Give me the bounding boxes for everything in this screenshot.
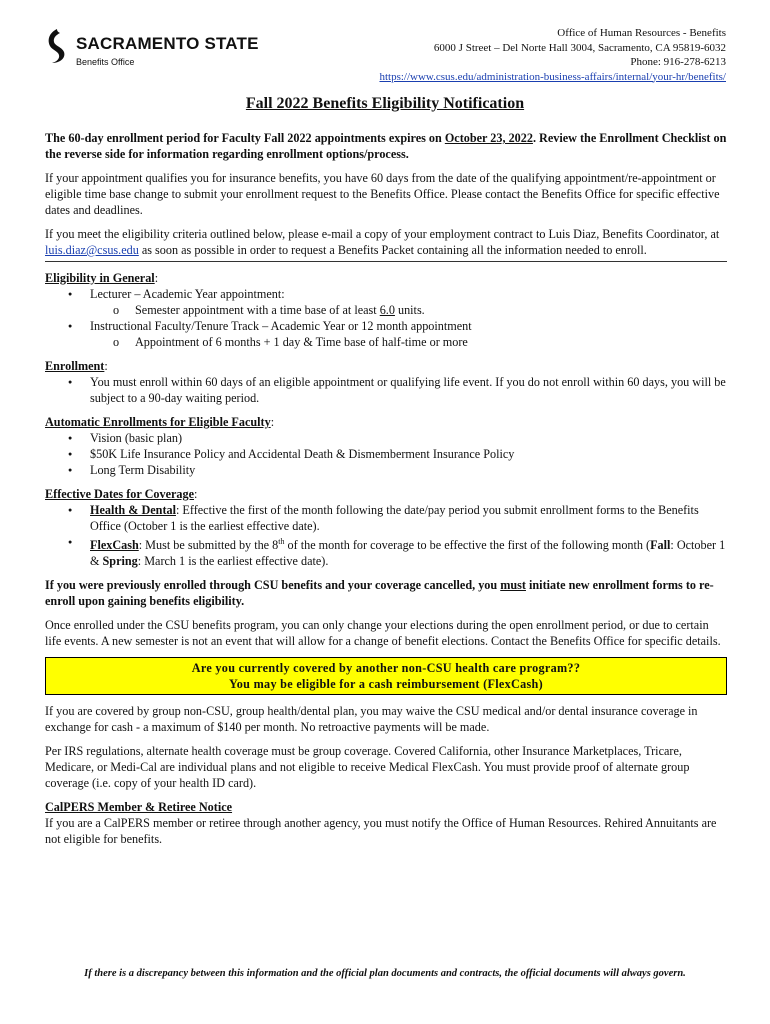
office-address: 6000 J Street – Del Norte Hall 3004, Sacramento, CA 95819-6032 [433, 41, 726, 54]
org-name: SACRAMENTO STATE [76, 34, 259, 53]
ordinal-suffix: th [278, 537, 285, 546]
eligibility-item-tenure: Instructional Faculty/Tenure Track – Academic Year or 12 month appointment [90, 319, 472, 333]
page-title: Fall 2022 Benefits Eligibility Notification [245, 95, 525, 112]
eligibility-section: Eligibility in General: ● Lecturer – Academic Year appointment: o Semester appointment with a time base of at least 6.0 units. ● Instructional Faculty/Tenure Track – Academic Year or 12 month appointment o Appointment of 6 months + 1 day & Time base of half-time or more [45, 270, 727, 350]
callout-line-1: Are you currently covered by another non-CSU health care program?? [191, 661, 581, 676]
deadline-text-b: . Review the Enrollment Checklist on the reverse side for information regarding enrollment options/process. [45, 131, 727, 161]
reenroll-notice [45, 577, 727, 609]
hornet-logo-icon [44, 28, 70, 64]
health-dental-text: : Effective the first of the month following the date/pay period you submit enrollment forms to the Benefits Office (October 1 is the earliest effective date). [90, 503, 699, 533]
automatic-enrollments-section: Automatic Enrollments for Eligible Faculty: ● Vision (basic plan) ● $50K Life Insurance Policy and Accidental Death & Dismemberment Insurance Policy ● Long Term Disability [45, 414, 727, 478]
callout-line-2: You may be eligible for a cash reimbursement (FlexCash) [229, 677, 543, 692]
list-item [90, 286, 727, 318]
must-emphasis: must [500, 578, 526, 593]
spring-label: Spring [102, 554, 138, 569]
once-enrolled-paragraph: Once enrolled under the CSU benefits program, you can only change your elections during the open enrollment period, or due to certain life events. A new semester is not an event that will allow for a change of benefit elections. Contact the Benefits Office for specific details. [45, 618, 721, 649]
flexcash-callout-box [45, 657, 727, 695]
benefits-website-link[interactable]: https://www.csus.edu/administration-business-affairs/internal/your-hr/benefits/ [379, 70, 726, 83]
reenroll-text-a: If you were previously enrolled through CSU benefits and your coverage cancelled, you [45, 578, 501, 593]
divider [45, 261, 727, 262]
calpers-section [45, 799, 727, 847]
office-address-block [379, 26, 726, 84]
fall-label: Fall [650, 538, 671, 553]
list-item: ● Long Term Disability [90, 462, 727, 478]
eligibility-item-lecturer: Lecturer – Academic Year appointment: [90, 287, 285, 301]
units-value: 6.0 [379, 303, 395, 317]
sacramento-state-logo [44, 28, 264, 68]
footer-disclaimer: If there is a discrepancy between this information and the official plan documents and contracts, the official documents will always govern. [84, 968, 686, 979]
email-link[interactable]: luis.diaz@csus.edu [45, 243, 139, 257]
list-item: ● You must enroll within 60 days of an eligible appointment or qualifying life event. If you do not enroll within 60 days, you will be subject to a 90-day waiting period. [90, 374, 727, 406]
list-item: ● $50K Life Insurance Policy and Accidental Death & Dismemberment Insurance Policy [90, 446, 727, 462]
sub-text-a: Semester appointment with a time base of at least [135, 303, 380, 317]
flexcash-paragraph-1: If you are covered by group non-CSU, group health/dental plan, you may waive the CSU medical and/or dental insurance coverage in exchange for cash - a maximum of $140 per month. No retroactive payments will be made. [45, 704, 698, 735]
eligibility-heading: Eligibility in General [45, 271, 155, 285]
list-item: ● Vision (basic plan) [90, 430, 727, 446]
deadline-date: October 23, 2022 [444, 131, 533, 145]
office-name: Office of Human Resources - Benefits [557, 27, 726, 39]
list-item [90, 318, 727, 350]
list-item: o Appointment of 6 months + 1 day & Time base of half-time or more [135, 334, 727, 350]
qualifying-paragraph: If your appointment qualifies you for insurance benefits, you have 60 days from the date of the qualifying appointment/re-appointment or eligible time base change to submit your enrollment request to the Benefits Office. Please contact the Benefits Office for specific effective dates and deadlines. [45, 171, 720, 217]
contact-text-a: If you meet the eligibility criteria outlined below, please e-mail a copy of your employment contract to Luis Diaz, Benefits Coordinator, at [45, 227, 720, 241]
automatic-enrollments-heading: Automatic Enrollments for Eligible Faculty [45, 415, 271, 429]
main-content [45, 130, 727, 855]
effective-dates-section: Effective Dates for Coverage: ● Health & Dental: Effective the first of the month following the date/pay period you submit enrollment forms to the Benefits Office (October 1 is the earliest effective date). ● FlexCash: Must be submitted by the 8th of the month for coverage to be effective the first of the following month (Fall: October 1 & Spring: March 1 is the earliest effective date). [45, 486, 727, 569]
sub-text-b: units. [394, 303, 425, 317]
enrollment-heading: Enrollment [45, 359, 105, 373]
list-item [90, 502, 727, 534]
health-dental-label: Health & Dental [90, 503, 176, 517]
deadline-text-a: The 60-day enrollment period for Faculty Fall 2022 appointments expires on [45, 131, 445, 145]
list-item [135, 302, 727, 318]
list-item [90, 534, 727, 569]
effective-dates-heading: Effective Dates for Coverage [45, 487, 195, 501]
flexcash-text-c: : October 1 & [90, 538, 726, 569]
flexcash-text-d: : March 1 is the earliest effective date). [137, 554, 329, 569]
calpers-heading: CalPERS Member & Retiree Notice [45, 800, 233, 815]
calpers-text: If you are a CalPERS member or retiree through another agency, you must notify the Office of Human Resources. Rehired Annuitants are not eligible for benefits. [45, 816, 717, 847]
enrollment-section: Enrollment: ● You must enroll within 60 days of an eligible appointment or qualifying life event. If you do not enroll within 60 days, you will be subject to a 90-day waiting period. [45, 358, 727, 406]
contact-paragraph [45, 226, 727, 258]
flexcash-label: FlexCash [90, 538, 139, 553]
flexcash-paragraph-2: Per IRS regulations, alternate health coverage must be group coverage. Covered California, other Insurance Marketplaces, Tricare, Medicare, or Medi-Cal are individual plans and not eligible to receive Medical FlexCash. You must provide proof of alternate group coverage (i.e. copy of your health ID card). [45, 744, 690, 791]
office-phone: Phone: 916-278-6213 [630, 56, 726, 68]
org-subtitle: Benefits Office [76, 57, 135, 67]
enrollment-deadline-paragraph [45, 130, 727, 162]
flexcash-text-a: : Must be submitted by the 8 [138, 538, 279, 553]
flexcash-text-b: of the month for coverage to be effective the first of the following month ( [284, 538, 651, 553]
reenroll-text-b: initiate new enrollment forms to re-enroll upon gaining benefits eligibility. [45, 578, 714, 609]
contact-text-b: as soon as possible in order to request a Benefits Packet containing all the information needed to enroll. [138, 243, 647, 257]
